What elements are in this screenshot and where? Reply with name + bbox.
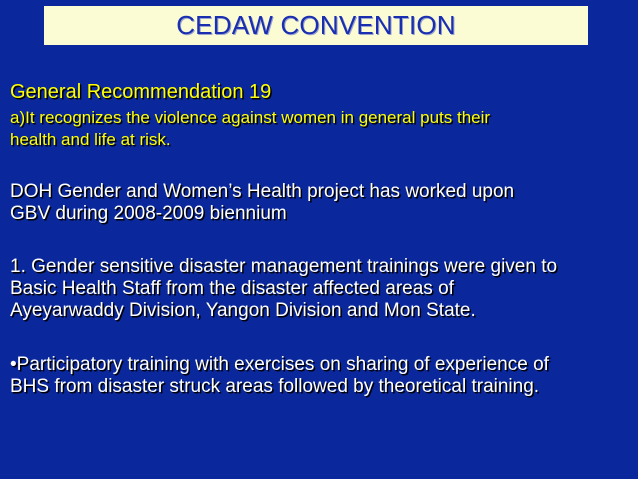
text-line: Ayeyarwaddy Division, Yangon Division and Mon State. — [10, 300, 476, 321]
text-line: GBV during 2008-2009 biennium — [10, 203, 287, 224]
text-line: •Participatory training with exercises on sharing of experience of — [10, 354, 549, 375]
section-heading: General Recommendation 19 — [10, 81, 272, 103]
text-line: 1. Gender sensitive disaster management trainings were given to — [10, 256, 558, 277]
text-line: a)It recognizes the violence against women in general puts their — [10, 108, 491, 127]
text-line: Basic Health Staff from the disaster affected areas of — [10, 278, 454, 299]
slide-content — [10, 80, 632, 398]
point-1-paragraph — [10, 256, 632, 322]
slide-title: CEDAW CONVENTION — [176, 10, 456, 40]
participatory-training-bullet — [10, 354, 632, 398]
doh-project-paragraph — [10, 181, 632, 225]
title-box — [44, 6, 588, 45]
text-line: health and life at risk. — [10, 130, 171, 149]
text-line: DOH Gender and Women’s Health project has worked upon — [10, 181, 515, 202]
text-line: BHS from disaster struck areas followed by theoretical training. — [10, 376, 540, 397]
recommendation-a-paragraph — [10, 107, 632, 151]
